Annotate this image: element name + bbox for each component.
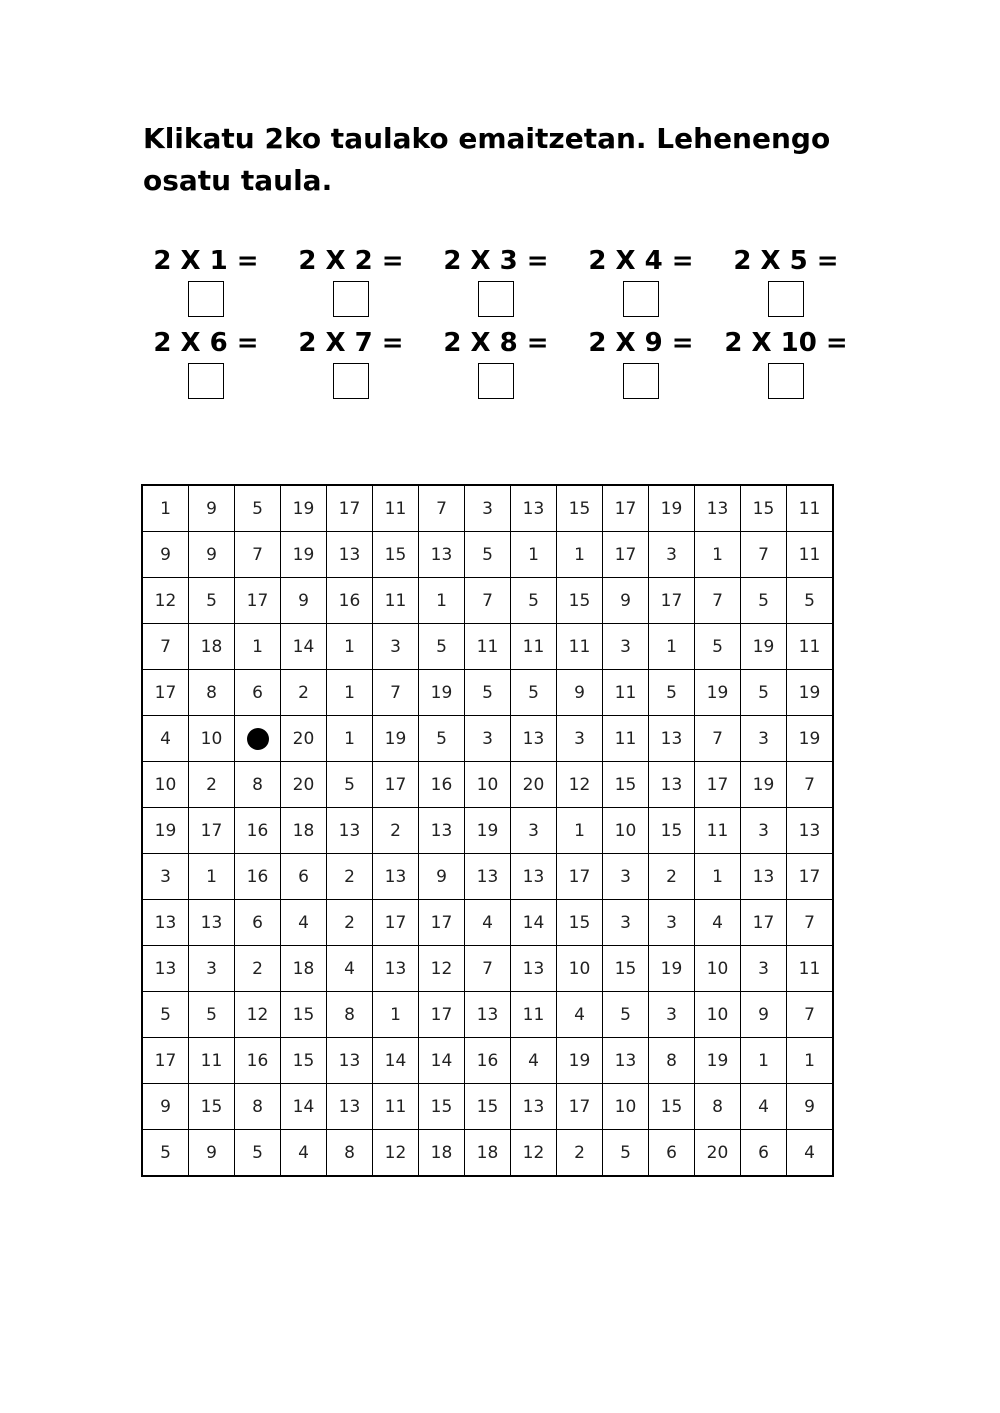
grid-cell[interactable]: 5 xyxy=(142,1130,189,1177)
grid-cell[interactable]: 13 xyxy=(511,946,557,992)
grid-cell[interactable]: 5 xyxy=(511,670,557,716)
grid-cell[interactable]: 2 xyxy=(189,762,235,808)
grid-cell[interactable]: 16 xyxy=(235,854,281,900)
grid-cell[interactable]: 17 xyxy=(235,578,281,624)
grid-cell[interactable]: 3 xyxy=(649,532,695,578)
grid-cell[interactable]: 18 xyxy=(281,808,327,854)
grid-cell[interactable]: 10 xyxy=(557,946,603,992)
exercise-item xyxy=(576,328,706,399)
grid-cell[interactable]: 10 xyxy=(695,992,741,1038)
grid-cell[interactable]: 8 xyxy=(327,992,373,1038)
grid-cell[interactable]: 13 xyxy=(649,762,695,808)
grid-cell[interactable]: 11 xyxy=(465,624,511,670)
exercise-item xyxy=(286,246,416,317)
grid-cell[interactable]: 6 xyxy=(235,900,281,946)
grid-cell[interactable]: 13 xyxy=(787,808,834,854)
grid-cell[interactable]: 5 xyxy=(235,1130,281,1177)
grid-cell[interactable]: 15 xyxy=(603,946,649,992)
grid-cell[interactable]: 15 xyxy=(281,992,327,1038)
grid-cell[interactable]: 13 xyxy=(419,808,465,854)
grid-cell[interactable]: 11 xyxy=(787,624,834,670)
grid-cell[interactable]: 11 xyxy=(373,485,419,532)
grid-cell[interactable]: 16 xyxy=(235,808,281,854)
grid-cell[interactable]: 3 xyxy=(142,854,189,900)
grid-cell[interactable]: 12 xyxy=(511,1130,557,1177)
grid-cell[interactable]: 19 xyxy=(695,670,741,716)
answer-input[interactable] xyxy=(768,363,804,399)
grid-cell[interactable]: 17 xyxy=(557,854,603,900)
exercise-item xyxy=(286,328,416,399)
grid-cell[interactable]: 7 xyxy=(787,992,834,1038)
grid-cell[interactable]: 12 xyxy=(557,762,603,808)
grid-cell[interactable]: 5 xyxy=(327,762,373,808)
grid-cell[interactable]: 8 xyxy=(695,1084,741,1130)
exercise-label: 2 X 3 = xyxy=(443,246,549,276)
grid-cell[interactable]: 5 xyxy=(741,670,787,716)
grid-cell[interactable]: 4 xyxy=(142,716,189,762)
grid-cell[interactable]: 11 xyxy=(511,992,557,1038)
exercise-item xyxy=(141,328,271,399)
grid-cell[interactable]: 20 xyxy=(695,1130,741,1177)
grid-cell[interactable]: 11 xyxy=(787,485,834,532)
grid-cell[interactable]: 1 xyxy=(695,532,741,578)
grid-cell[interactable]: 7 xyxy=(465,946,511,992)
grid-cell[interactable]: 13 xyxy=(511,1084,557,1130)
grid-cell[interactable]: 17 xyxy=(787,854,834,900)
grid-cell[interactable]: 1 xyxy=(557,532,603,578)
grid-row xyxy=(142,946,833,992)
grid-row xyxy=(142,992,833,1038)
grid-cell[interactable]: 13 xyxy=(327,1038,373,1084)
grid-cell[interactable]: 18 xyxy=(419,1130,465,1177)
grid-cell[interactable]: 3 xyxy=(603,624,649,670)
grid-cell[interactable]: 9 xyxy=(741,992,787,1038)
grid-cell[interactable]: 6 xyxy=(235,670,281,716)
exercise-label: 2 X 8 = xyxy=(443,328,549,358)
grid-cell[interactable]: 19 xyxy=(649,485,695,532)
grid-cell[interactable]: 9 xyxy=(189,532,235,578)
grid-cell[interactable]: 3 xyxy=(189,946,235,992)
grid-cell[interactable]: 2 xyxy=(373,808,419,854)
grid-cell[interactable]: 9 xyxy=(189,1130,235,1177)
grid-cell[interactable]: 11 xyxy=(787,946,834,992)
exercise-label: 2 X 2 = xyxy=(298,246,404,276)
grid-cell[interactable]: 11 xyxy=(695,808,741,854)
grid-cell[interactable]: 14 xyxy=(511,900,557,946)
grid-cell[interactable]: 2 xyxy=(281,670,327,716)
grid-cell[interactable]: 1 xyxy=(787,1038,834,1084)
grid-cell[interactable]: 5 xyxy=(419,624,465,670)
grid-cell[interactable]: 14 xyxy=(419,1038,465,1084)
grid-cell[interactable]: 4 xyxy=(787,1130,834,1177)
grid-cell[interactable]: 14 xyxy=(373,1038,419,1084)
grid-row xyxy=(142,624,833,670)
grid-cell[interactable]: 19 xyxy=(281,485,327,532)
grid-cell[interactable]: 14 xyxy=(281,624,327,670)
grid-cell[interactable]: 1 xyxy=(327,624,373,670)
grid-cell[interactable]: 3 xyxy=(649,900,695,946)
grid-cell[interactable]: 5 xyxy=(419,716,465,762)
grid-cell[interactable]: 9 xyxy=(281,578,327,624)
grid-row xyxy=(142,485,833,532)
exercise-label: 2 X 7 = xyxy=(298,328,404,358)
grid-cell[interactable] xyxy=(235,716,281,762)
grid-cell[interactable]: 12 xyxy=(235,992,281,1038)
grid-cell[interactable]: 1 xyxy=(511,532,557,578)
grid-cell[interactable]: 16 xyxy=(327,578,373,624)
grid-cell[interactable]: 4 xyxy=(511,1038,557,1084)
grid-cell[interactable]: 17 xyxy=(603,532,649,578)
answer-input[interactable] xyxy=(478,363,514,399)
grid-cell[interactable]: 17 xyxy=(373,762,419,808)
grid-cell[interactable]: 2 xyxy=(557,1130,603,1177)
grid-cell[interactable]: 3 xyxy=(511,808,557,854)
grid-cell[interactable]: 15 xyxy=(603,762,649,808)
grid-cell[interactable]: 4 xyxy=(695,900,741,946)
grid-cell[interactable]: 18 xyxy=(189,624,235,670)
grid-cell[interactable]: 1 xyxy=(235,624,281,670)
grid-cell[interactable]: 7 xyxy=(695,716,741,762)
exercise-label: 2 X 5 = xyxy=(733,246,839,276)
grid-cell[interactable]: 13 xyxy=(649,716,695,762)
grid-cell[interactable]: 3 xyxy=(465,485,511,532)
grid-cell[interactable]: 11 xyxy=(189,1038,235,1084)
grid-cell[interactable]: 3 xyxy=(557,716,603,762)
grid-cell[interactable]: 9 xyxy=(142,1084,189,1130)
grid-row xyxy=(142,578,833,624)
answer-input[interactable] xyxy=(478,281,514,317)
grid-cell[interactable]: 13 xyxy=(327,532,373,578)
grid-cell[interactable]: 15 xyxy=(373,532,419,578)
answer-input[interactable] xyxy=(623,281,659,317)
number-grid xyxy=(141,484,834,1177)
grid-cell[interactable]: 5 xyxy=(603,992,649,1038)
exercise-item xyxy=(431,246,561,317)
grid-cell[interactable]: 20 xyxy=(281,716,327,762)
grid-row xyxy=(142,1038,833,1084)
grid-cell[interactable]: 17 xyxy=(142,1038,189,1084)
grid-cell[interactable]: 13 xyxy=(603,1038,649,1084)
grid-cell[interactable]: 4 xyxy=(465,900,511,946)
grid-cell[interactable]: 8 xyxy=(235,762,281,808)
grid-cell[interactable]: 2 xyxy=(327,854,373,900)
answer-input[interactable] xyxy=(333,281,369,317)
grid-cell[interactable]: 15 xyxy=(649,808,695,854)
grid-cell[interactable]: 5 xyxy=(465,670,511,716)
grid-cell[interactable]: 15 xyxy=(419,1084,465,1130)
grid-cell[interactable]: 2 xyxy=(327,900,373,946)
filled-circle-marker-icon xyxy=(247,728,269,750)
answer-input[interactable] xyxy=(333,363,369,399)
grid-row xyxy=(142,532,833,578)
answer-input[interactable] xyxy=(188,363,224,399)
grid-cell[interactable]: 5 xyxy=(189,578,235,624)
grid-cell[interactable]: 15 xyxy=(741,485,787,532)
grid-cell[interactable]: 3 xyxy=(373,624,419,670)
grid-cell[interactable]: 5 xyxy=(649,670,695,716)
grid-cell[interactable]: 1 xyxy=(142,485,189,532)
grid-cell[interactable]: 7 xyxy=(787,762,834,808)
grid-cell[interactable]: 3 xyxy=(741,716,787,762)
grid-cell[interactable]: 1 xyxy=(695,854,741,900)
grid-cell[interactable]: 17 xyxy=(142,670,189,716)
grid-cell[interactable]: 19 xyxy=(695,1038,741,1084)
grid-cell[interactable]: 6 xyxy=(741,1130,787,1177)
grid-cell[interactable]: 9 xyxy=(419,854,465,900)
grid-cell[interactable]: 15 xyxy=(465,1084,511,1130)
grid-cell[interactable]: 5 xyxy=(741,578,787,624)
grid-cell[interactable]: 15 xyxy=(557,900,603,946)
grid-row xyxy=(142,900,833,946)
grid-cell[interactable]: 13 xyxy=(327,1084,373,1130)
grid-cell[interactable]: 5 xyxy=(235,485,281,532)
exercise-item xyxy=(141,246,271,317)
grid-cell[interactable]: 9 xyxy=(603,578,649,624)
grid-cell[interactable]: 11 xyxy=(373,578,419,624)
grid-cell[interactable]: 2 xyxy=(235,946,281,992)
grid-cell[interactable]: 12 xyxy=(419,946,465,992)
grid-row xyxy=(142,1130,833,1177)
grid-cell[interactable]: 6 xyxy=(649,1130,695,1177)
grid-cell[interactable]: 4 xyxy=(327,946,373,992)
grid-cell[interactable]: 19 xyxy=(465,808,511,854)
grid-cell[interactable]: 17 xyxy=(649,578,695,624)
grid-row xyxy=(142,762,833,808)
grid-cell[interactable]: 15 xyxy=(649,1084,695,1130)
grid-cell[interactable]: 19 xyxy=(419,670,465,716)
grid-cell[interactable]: 9 xyxy=(189,485,235,532)
grid-cell[interactable]: 3 xyxy=(741,946,787,992)
exercise-item xyxy=(576,246,706,317)
grid-cell[interactable]: 1 xyxy=(419,578,465,624)
grid-cell[interactable]: 8 xyxy=(235,1084,281,1130)
grid-cell[interactable]: 7 xyxy=(695,578,741,624)
grid-cell[interactable]: 11 xyxy=(557,624,603,670)
grid-cell[interactable]: 19 xyxy=(649,946,695,992)
grid-cell[interactable]: 13 xyxy=(695,485,741,532)
grid-cell[interactable]: 7 xyxy=(465,578,511,624)
grid-cell[interactable]: 14 xyxy=(281,1084,327,1130)
grid-cell[interactable]: 20 xyxy=(511,762,557,808)
grid-cell[interactable]: 9 xyxy=(557,670,603,716)
grid-cell[interactable]: 15 xyxy=(557,485,603,532)
answer-input[interactable] xyxy=(188,281,224,317)
grid-cell[interactable]: 1 xyxy=(741,1038,787,1084)
grid-cell[interactable]: 13 xyxy=(373,946,419,992)
grid-cell[interactable]: 13 xyxy=(511,854,557,900)
grid-cell[interactable]: 10 xyxy=(189,716,235,762)
grid-cell[interactable]: 10 xyxy=(603,1084,649,1130)
grid-cell[interactable]: 19 xyxy=(787,670,834,716)
grid-cell[interactable]: 9 xyxy=(787,1084,834,1130)
answer-input[interactable] xyxy=(623,363,659,399)
grid-cell[interactable]: 1 xyxy=(327,670,373,716)
grid-cell[interactable]: 12 xyxy=(142,578,189,624)
exercise-item xyxy=(721,328,851,399)
grid-cell[interactable]: 1 xyxy=(189,854,235,900)
grid-cell[interactable]: 17 xyxy=(695,762,741,808)
grid-cell[interactable]: 8 xyxy=(649,1038,695,1084)
exercise-label: 2 X 10 = xyxy=(724,328,848,358)
grid-cell[interactable]: 1 xyxy=(373,992,419,1038)
grid-cell[interactable]: 13 xyxy=(419,532,465,578)
exercise-label: 2 X 4 = xyxy=(588,246,694,276)
grid-cell[interactable]: 9 xyxy=(142,532,189,578)
grid-cell[interactable]: 19 xyxy=(741,762,787,808)
grid-cell[interactable]: 5 xyxy=(189,992,235,1038)
grid-cell[interactable]: 18 xyxy=(281,946,327,992)
grid-cell[interactable]: 19 xyxy=(557,1038,603,1084)
grid-cell[interactable]: 19 xyxy=(373,716,419,762)
exercise-label: 2 X 1 = xyxy=(153,246,259,276)
grid-cell[interactable]: 3 xyxy=(603,900,649,946)
grid-cell[interactable]: 10 xyxy=(603,808,649,854)
grid-cell[interactable]: 7 xyxy=(419,485,465,532)
grid-cell[interactable]: 16 xyxy=(235,1038,281,1084)
grid-cell[interactable]: 7 xyxy=(235,532,281,578)
grid-cell[interactable]: 13 xyxy=(465,992,511,1038)
grid-row xyxy=(142,716,833,762)
grid-cell[interactable]: 8 xyxy=(327,1130,373,1177)
grid-cell[interactable]: 13 xyxy=(373,854,419,900)
grid-cell[interactable]: 3 xyxy=(465,716,511,762)
grid-row xyxy=(142,670,833,716)
grid-cell[interactable]: 16 xyxy=(465,1038,511,1084)
grid-cell[interactable]: 17 xyxy=(419,900,465,946)
grid-cell[interactable]: 15 xyxy=(189,1084,235,1130)
instruction-text: Klikatu 2ko taulako emaitzetan. Lehenengo osatu taula. xyxy=(143,122,831,197)
grid-cell[interactable]: 13 xyxy=(327,808,373,854)
grid-cell[interactable]: 11 xyxy=(603,716,649,762)
grid-row xyxy=(142,854,833,900)
grid-cell[interactable]: 1 xyxy=(649,624,695,670)
grid-cell[interactable]: 10 xyxy=(695,946,741,992)
grid-cell[interactable]: 17 xyxy=(373,900,419,946)
grid-cell[interactable]: 11 xyxy=(373,1084,419,1130)
grid-cell[interactable]: 5 xyxy=(511,578,557,624)
grid-cell[interactable]: 15 xyxy=(281,1038,327,1084)
grid-cell[interactable]: 11 xyxy=(787,532,834,578)
grid-cell[interactable]: 12 xyxy=(373,1130,419,1177)
grid-cell[interactable]: 17 xyxy=(189,808,235,854)
grid-cell[interactable]: 6 xyxy=(281,854,327,900)
grid-cell[interactable]: 19 xyxy=(281,532,327,578)
grid-cell[interactable]: 10 xyxy=(465,762,511,808)
grid-cell[interactable]: 5 xyxy=(603,1130,649,1177)
grid-cell[interactable]: 17 xyxy=(327,485,373,532)
grid-cell[interactable]: 4 xyxy=(281,900,327,946)
exercise-item xyxy=(721,246,851,317)
grid-cell[interactable]: 17 xyxy=(603,485,649,532)
grid-cell[interactable]: 17 xyxy=(419,992,465,1038)
grid-cell[interactable]: 5 xyxy=(787,578,834,624)
exercise-label: 2 X 6 = xyxy=(153,328,259,358)
grid-cell[interactable]: 17 xyxy=(557,1084,603,1130)
grid-cell[interactable]: 3 xyxy=(603,854,649,900)
grid-cell[interactable]: 10 xyxy=(142,762,189,808)
grid-cell[interactable]: 8 xyxy=(189,670,235,716)
grid-cell[interactable]: 3 xyxy=(649,992,695,1038)
exercise-item xyxy=(431,328,561,399)
grid-cell[interactable]: 13 xyxy=(189,900,235,946)
grid-cell[interactable]: 4 xyxy=(741,1084,787,1130)
grid-cell[interactable]: 2 xyxy=(649,854,695,900)
grid-cell[interactable]: 5 xyxy=(142,992,189,1038)
grid-cell[interactable]: 19 xyxy=(787,716,834,762)
grid-cell[interactable]: 4 xyxy=(557,992,603,1038)
grid-cell[interactable]: 4 xyxy=(281,1130,327,1177)
grid-cell[interactable]: 7 xyxy=(142,624,189,670)
grid-cell[interactable]: 7 xyxy=(741,532,787,578)
grid-row xyxy=(142,1084,833,1130)
grid-cell[interactable]: 11 xyxy=(511,624,557,670)
grid-cell[interactable]: 16 xyxy=(419,762,465,808)
grid-cell[interactable]: 3 xyxy=(741,808,787,854)
grid-cell[interactable]: 5 xyxy=(465,532,511,578)
grid-cell[interactable]: 13 xyxy=(465,854,511,900)
grid-cell[interactable]: 13 xyxy=(142,900,189,946)
grid-cell[interactable]: 13 xyxy=(142,946,189,992)
grid-cell[interactable]: 5 xyxy=(695,624,741,670)
grid-cell[interactable]: 15 xyxy=(557,578,603,624)
grid-cell[interactable]: 13 xyxy=(511,485,557,532)
grid-cell[interactable]: 1 xyxy=(327,716,373,762)
answer-input[interactable] xyxy=(768,281,804,317)
grid-cell[interactable]: 7 xyxy=(787,900,834,946)
grid-cell[interactable]: 1 xyxy=(557,808,603,854)
grid-cell[interactable]: 7 xyxy=(373,670,419,716)
grid-cell[interactable]: 13 xyxy=(511,716,557,762)
grid-cell[interactable]: 20 xyxy=(281,762,327,808)
grid-cell[interactable]: 11 xyxy=(603,670,649,716)
exercise-label: 2 X 9 = xyxy=(588,328,694,358)
grid-cell[interactable]: 17 xyxy=(741,900,787,946)
grid-cell[interactable]: 13 xyxy=(741,854,787,900)
grid-row xyxy=(142,808,833,854)
grid-cell[interactable]: 19 xyxy=(142,808,189,854)
grid-cell[interactable]: 19 xyxy=(741,624,787,670)
grid-cell[interactable]: 18 xyxy=(465,1130,511,1177)
